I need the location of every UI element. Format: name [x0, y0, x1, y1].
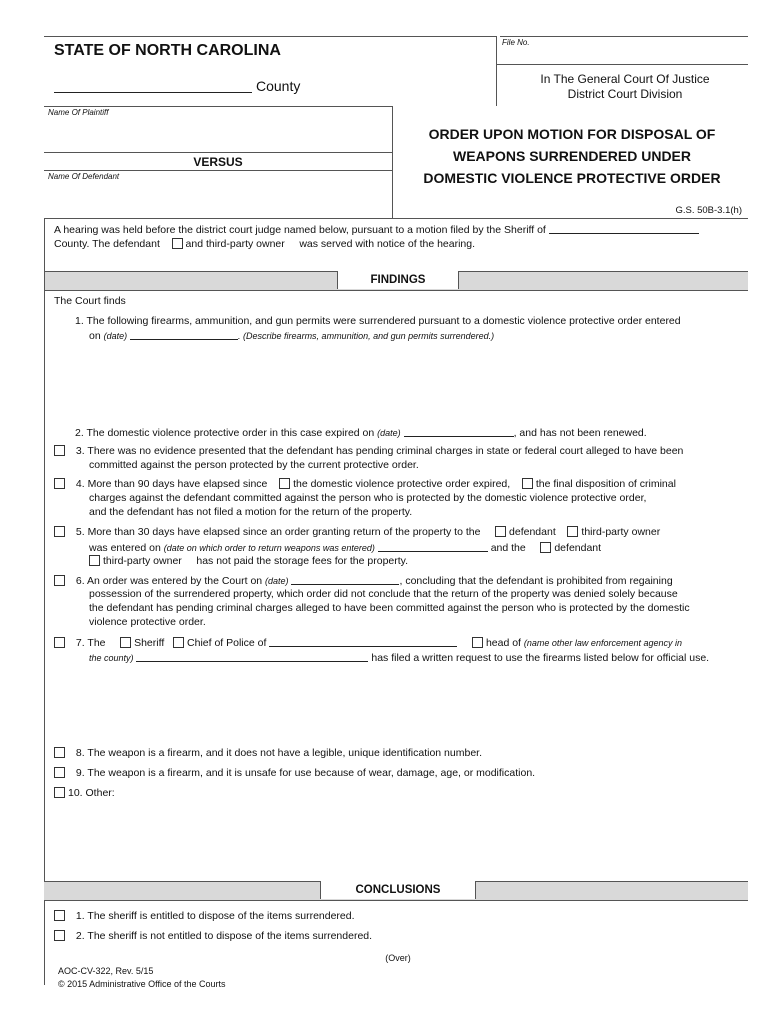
over-label: (Over): [385, 953, 411, 963]
finding-4-checkbox[interactable]: [54, 478, 65, 489]
finding-7-text-d: head of: [485, 637, 521, 649]
findings-heading: FINDINGS: [337, 271, 459, 289]
order-title-line-1: ORDER UPON MOTION FOR DISPOSAL OF: [428, 126, 716, 142]
finding-7-firearms-area[interactable]: [89, 667, 739, 743]
finding-1-desc: . (Describe firearms, ammunition, and gun permits surrendered.): [238, 331, 495, 341]
finding-6-line-c: possession of the surrendered property, which order did not conclude that the return of the property was denied solely because: [89, 588, 678, 600]
conclusion-2: [54, 930, 372, 942]
top-border-right: [500, 36, 748, 37]
finding-4-line-e: and the defendant has not filed a motion for the return of the property.: [89, 506, 413, 518]
finding-5-text-g: third-party owner: [103, 555, 182, 567]
top-border-left: [44, 36, 496, 37]
finding-2-text-b: , and has not been renewed.: [513, 427, 647, 439]
finding-5-text-f: defendant: [554, 542, 602, 554]
conclusions-heading: CONCLUSIONS: [320, 881, 476, 899]
finding-3: [54, 445, 683, 457]
finding-5-text-d: was entered on: [89, 542, 161, 554]
file-no-label: File No.: [502, 38, 530, 47]
finding-7-police-checkbox[interactable]: [173, 637, 184, 648]
finding-6-text-a: 6. An order was entered by the Court on: [75, 575, 263, 587]
finding-6-line-e: violence protective order.: [89, 616, 206, 628]
finding-1-on: on: [89, 330, 101, 342]
finding-10-checkbox[interactable]: [54, 787, 65, 798]
finding-5-text-a: 5. More than 30 days have elapsed since an order granting return of the property to the: [75, 526, 481, 538]
finding-5-line-3: [89, 555, 408, 567]
finding-2-date-blank[interactable]: [404, 426, 514, 437]
finding-10-other-area[interactable]: [89, 802, 739, 878]
finding-6: [54, 574, 673, 587]
hearing-text-1: A hearing was held before the district court judge named below, pursuant to a motion filed by the Sheriff of: [54, 224, 546, 236]
finding-4: [54, 478, 676, 490]
finding-5-checkbox[interactable]: [54, 526, 65, 537]
title-bottom-border: [44, 218, 748, 219]
finding-7-text-b: Sheriff: [134, 637, 165, 649]
finding-1-description-area[interactable]: [89, 344, 739, 420]
finding-5-line-2: [89, 541, 601, 554]
sheriff-county-blank[interactable]: [549, 223, 699, 234]
finding-7-text-e: has filed a written request to use the firearms listed below for official use.: [371, 652, 710, 664]
finding-5-third-party-checkbox[interactable]: [567, 526, 578, 537]
finding-4-text-a: 4. More than 90 days have elapsed since: [75, 478, 268, 490]
finding-7-line-2: [89, 651, 709, 664]
conclusion-1: [54, 910, 355, 922]
court-line-2: District Court Division: [567, 87, 683, 101]
finding-5-defendant-checkbox[interactable]: [495, 526, 506, 537]
finding-5-third-party2-checkbox[interactable]: [89, 555, 100, 566]
parties-divider: [392, 106, 393, 218]
header-divider: [496, 36, 497, 106]
versus-label: VERSUS: [193, 155, 243, 169]
finding-10: [54, 787, 115, 799]
defendant-checkbox[interactable]: [172, 238, 183, 249]
plaintiff-field[interactable]: [44, 118, 392, 152]
finding-5-date-blank[interactable]: [378, 541, 488, 552]
finding-9-checkbox[interactable]: [54, 767, 65, 778]
finding-3-checkbox[interactable]: [54, 445, 65, 456]
finding-1-date-label: (date): [103, 331, 128, 341]
hearing-text-2b: and third-party owner: [185, 238, 285, 250]
finding-8: [54, 747, 482, 759]
finding-6-line-d: the defendant has pending criminal charges alleged to have been committed against the person who is protected by the domestic: [89, 602, 690, 614]
finding-9: [54, 767, 535, 779]
plaintiff-label: Name Of Plaintiff: [48, 108, 109, 117]
finding-3-line-b: committed against the person protected by the current protective order.: [89, 459, 419, 471]
finding-4-line-d: charges against the defendant committed against the person who is protected by the domestic violence protective order,: [89, 492, 647, 504]
finding-10-text: 10. Other:: [68, 787, 115, 799]
finding-7-checkbox[interactable]: [54, 637, 65, 648]
copyright: © 2015 Administrative Office of the Courts: [58, 979, 226, 989]
state-title: STATE OF NORTH CAROLINA: [54, 42, 281, 59]
finding-7-agency-blank[interactable]: [136, 651, 368, 662]
finding-7-text-c: Chief of Police of: [187, 637, 267, 649]
finding-7-name-label: (name other law enforcement agency in: [523, 638, 682, 648]
defendant-label: Name Of Defendant: [48, 172, 120, 181]
finding-4-final-disposition-checkbox[interactable]: [522, 478, 533, 489]
finding-7: [54, 636, 682, 649]
hearing-text-2a: County. The defendant: [54, 238, 160, 250]
finding-5-text-c: third-party owner: [581, 526, 661, 538]
finding-1-date-blank[interactable]: [130, 329, 238, 340]
conclusion-1-checkbox[interactable]: [54, 910, 65, 921]
finding-6-date-label: (date): [265, 576, 289, 586]
county-blank[interactable]: [54, 92, 252, 93]
finding-6-text-b: , concluding that the defendant is prohibited from regaining: [399, 575, 673, 587]
finding-6-checkbox[interactable]: [54, 575, 65, 586]
finding-5-date-label: (date on which order to return weapons was entered): [163, 543, 375, 553]
finding-9-text: 9. The weapon is a firearm, and it is unsafe for use because of wear, damage, age, or modification.: [75, 767, 536, 779]
form-number: AOC-CV-322, Rev. 5/15: [58, 966, 154, 976]
hearing-text-2c: was served with notice of the hearing.: [299, 238, 476, 250]
order-title-line-3: DOMESTIC VIOLENCE PROTECTIVE ORDER: [423, 170, 721, 186]
left-border: [44, 218, 45, 985]
finding-2-text-a: 2. The domestic violence protective order in this case expired on: [75, 427, 375, 439]
defendant-top-line: [44, 170, 392, 171]
statute-label: G.S. 50B-3.1(h): [675, 205, 742, 216]
finding-4-text-c: the final disposition of criminal: [535, 478, 676, 490]
order-title-line-2: WEAPONS SURRENDERED UNDER: [452, 148, 692, 164]
findings-intro: The Court finds: [54, 295, 126, 307]
plaintiff-underline: [44, 152, 392, 153]
finding-1-line-b: [89, 329, 494, 342]
conclusion-2-checkbox[interactable]: [54, 930, 65, 941]
finding-5-text-b: defendant: [509, 526, 556, 538]
finding-5-defendant2-checkbox[interactable]: [540, 542, 551, 553]
conclusion-1-text: 1. The sheriff is entitled to dispose of the items surrendered.: [75, 910, 355, 922]
finding-2-date-label: (date): [377, 428, 401, 438]
defendant-field[interactable]: [44, 182, 392, 216]
finding-3-text-a: 3. There was no evidence presented that the defendant has pending criminal charges in state or federal court alleged to have been: [75, 445, 684, 457]
finding-7-head-checkbox[interactable]: [472, 637, 483, 648]
finding-6-date-blank[interactable]: [291, 574, 399, 585]
finding-7-sheriff-checkbox[interactable]: [120, 637, 131, 648]
finding-4-expired-checkbox[interactable]: [279, 478, 290, 489]
finding-4-text-b: the domestic violence protective order expired,: [293, 478, 511, 490]
finding-5-text-h: has not paid the storage fees for the property.: [196, 555, 409, 567]
finding-8-text: 8. The weapon is a firearm, and it does not have a legible, unique identification number.: [75, 747, 482, 759]
hearing-line-2: [54, 238, 475, 250]
finding-7-text-a: 7. The: [75, 637, 106, 649]
finding-1-line-a: 1. The following firearms, ammunition, and gun permits were surrendered pursuant to a domestic violence protective order entered: [75, 315, 681, 327]
conclusion-2-text: 2. The sheriff is not entitled to dispose of the items surrendered.: [75, 930, 373, 942]
finding-2: [75, 426, 647, 439]
finding-5: [54, 526, 660, 538]
finding-5-text-e: and the: [490, 542, 526, 554]
finding-7-county-label: the county): [89, 653, 134, 663]
court-line-1: In The General Court Of Justice: [540, 72, 710, 86]
finding-8-checkbox[interactable]: [54, 747, 65, 758]
header-bottom-border: [44, 106, 392, 107]
file-no-underline: [496, 64, 748, 65]
finding-7-police-blank[interactable]: [269, 636, 457, 647]
hearing-line-1: [54, 223, 699, 236]
county-label: County: [256, 78, 301, 94]
